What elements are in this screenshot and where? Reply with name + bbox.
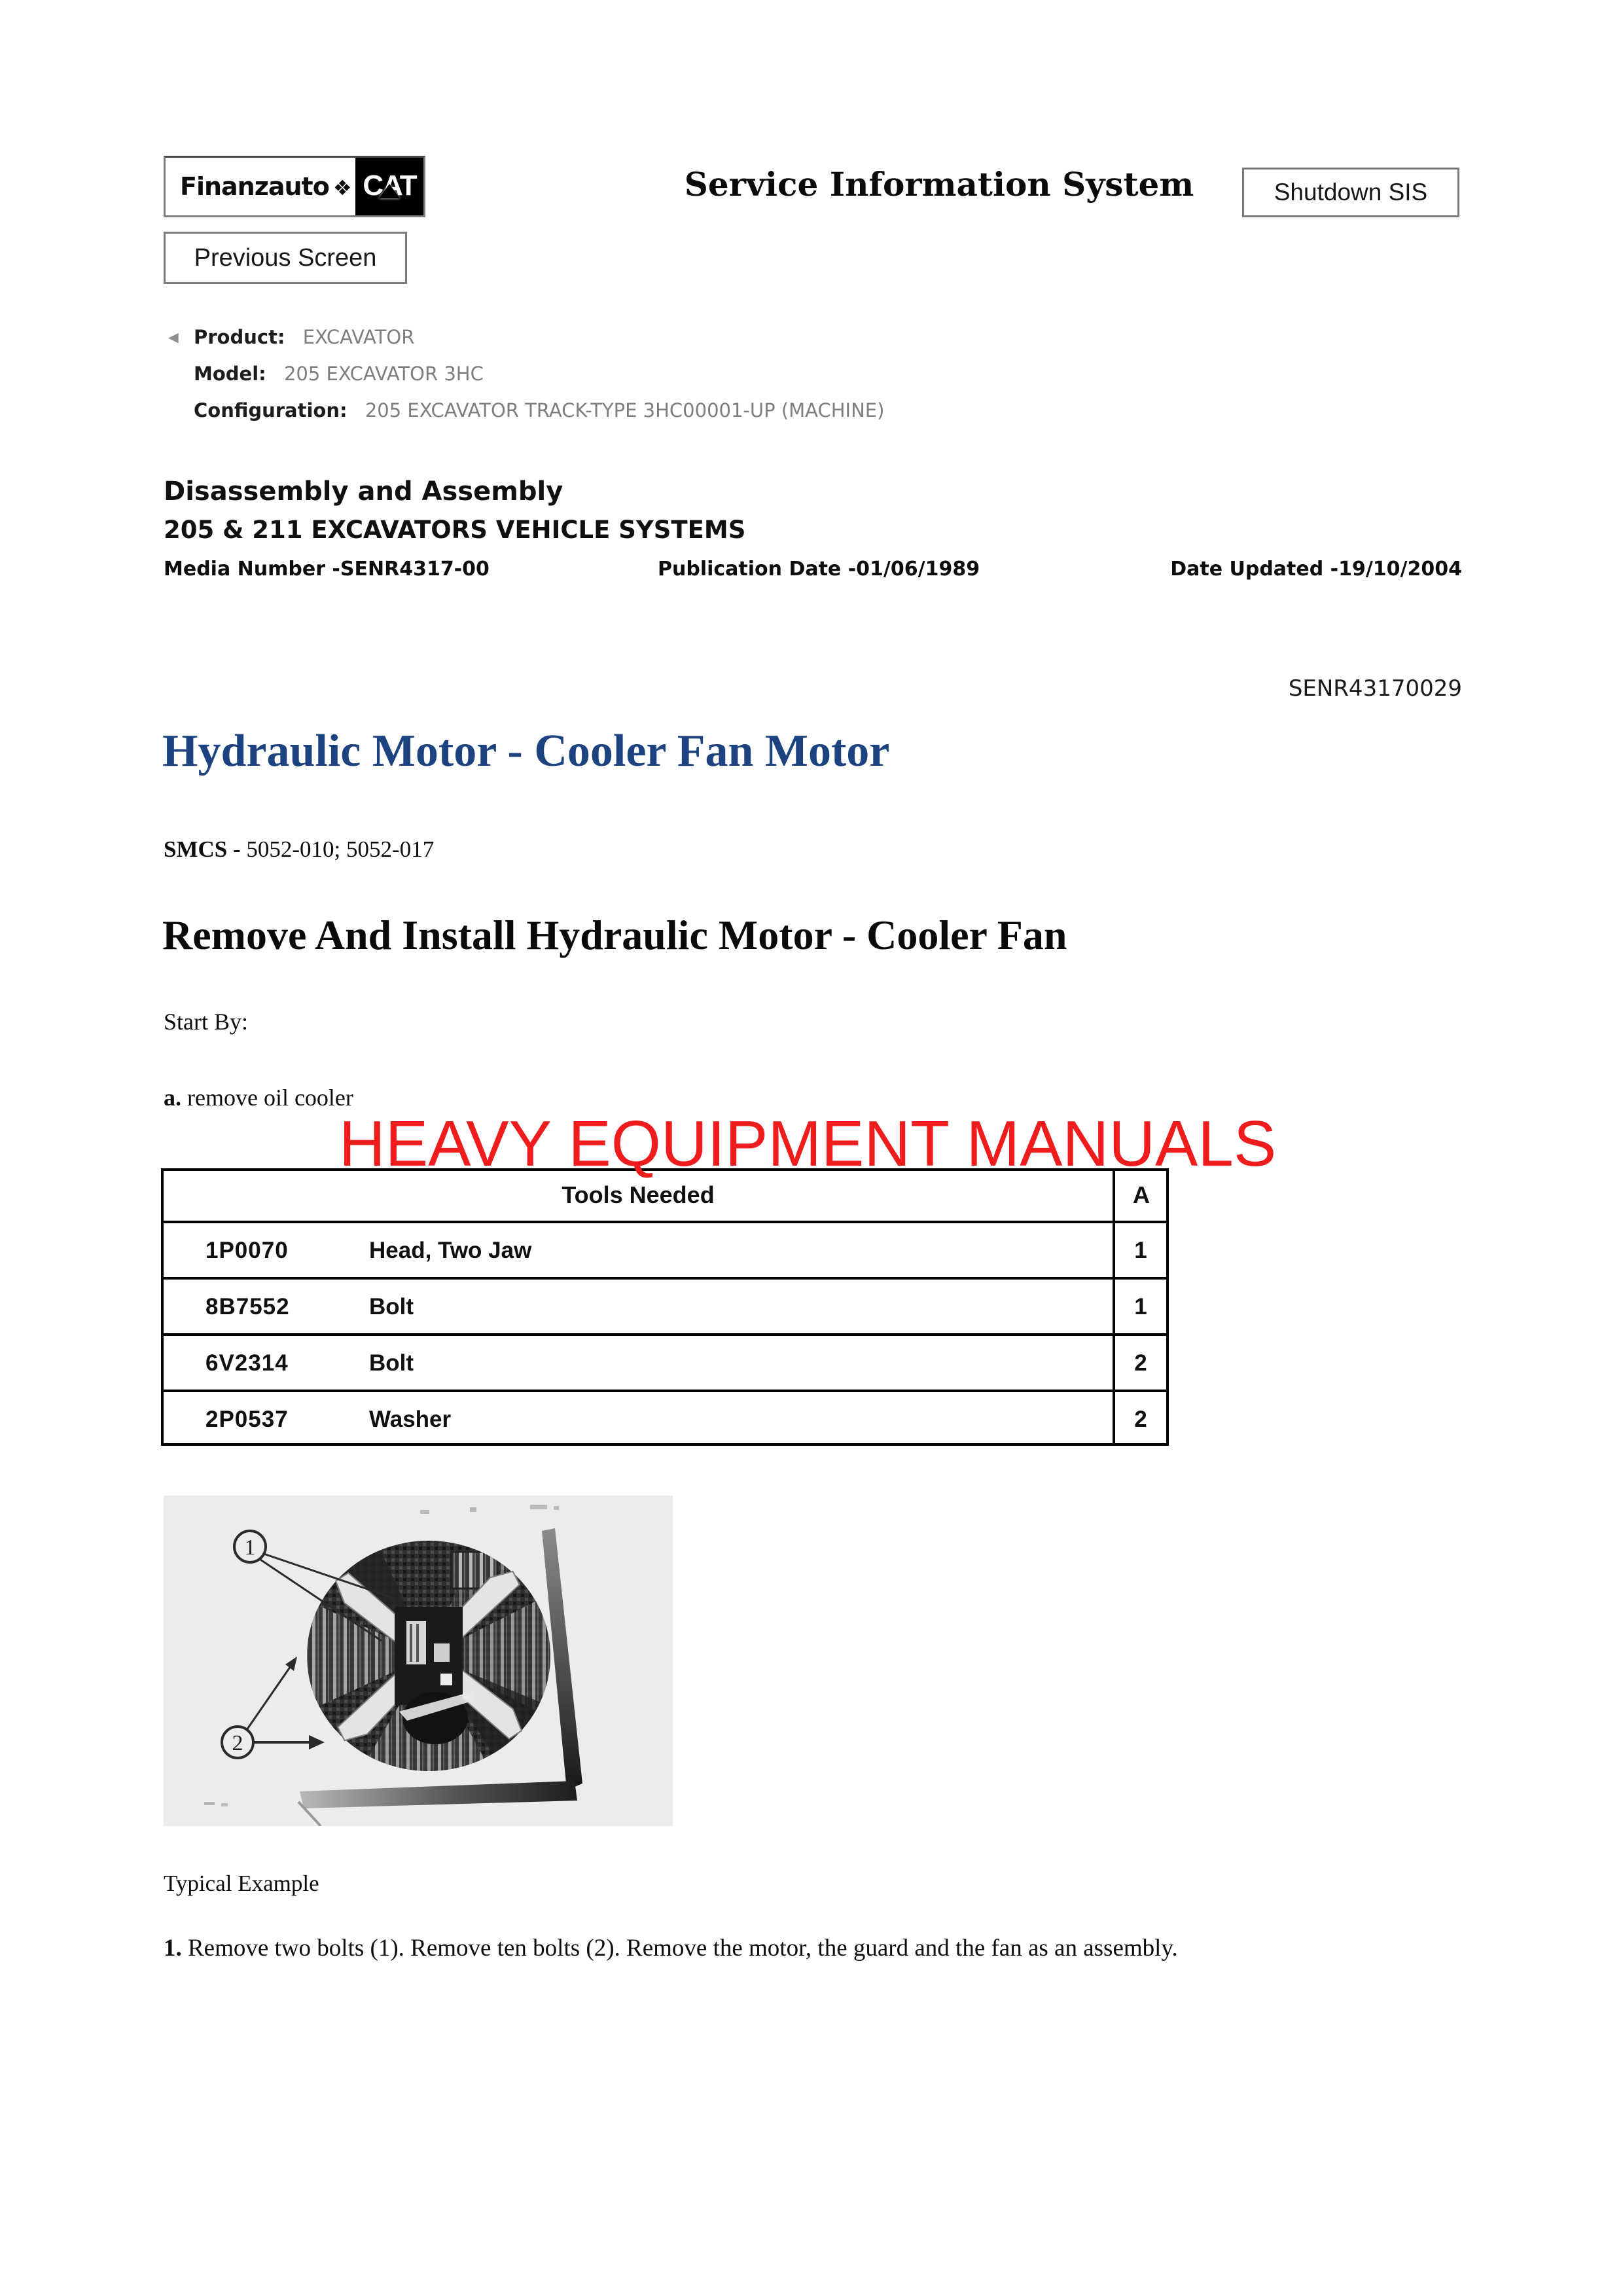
part-name: Bolt	[369, 1294, 414, 1319]
figure-caption: Typical Example	[164, 1871, 319, 1896]
finanzauto-wordmark	[180, 172, 351, 201]
publication-date: Publication Date -01/06/1989	[658, 558, 980, 581]
finanzauto-diamond-icon: ❖	[332, 175, 351, 200]
start-by-text: Start By:	[164, 1009, 249, 1035]
breadcrumb-product-row	[194, 326, 414, 348]
shutdown-sis-button[interactable]: Shutdown SIS	[1242, 168, 1459, 217]
table-row	[164, 1336, 1166, 1392]
table-row	[164, 1280, 1166, 1336]
table-row	[164, 1223, 1166, 1280]
part-number: 6V2314	[205, 1350, 289, 1376]
table-row	[164, 1392, 1166, 1446]
step-a	[164, 1084, 353, 1111]
part-qty: 1	[1134, 1294, 1147, 1319]
part-name: Head, Two Jaw	[369, 1238, 532, 1263]
breadcrumb-model-row	[194, 363, 484, 385]
breadcrumb-configuration-row	[194, 399, 884, 422]
smcs-value: 5052-010; 5052-017	[240, 836, 435, 862]
smcs-label: SMCS -	[164, 836, 241, 862]
finanzauto-cat-logo[interactable]	[164, 156, 425, 217]
page-title: Hydraulic Motor - Cooler Fan Motor	[162, 726, 890, 776]
cooler-fan-illustration	[164, 1496, 673, 1826]
previous-screen-button[interactable]: Previous Screen	[164, 232, 407, 284]
section-subtitle: 205 & 211 EXCAVATORS VEHICLE SYSTEMS	[164, 516, 746, 544]
product-label: Product:	[194, 326, 285, 348]
step-a-label: a.	[164, 1085, 181, 1111]
smcs-line	[164, 836, 434, 863]
back-arrow-icon[interactable]: ◄	[165, 327, 182, 347]
part-name: Washer	[369, 1407, 452, 1432]
date-updated: Date Updated -19/10/2004	[1170, 558, 1462, 581]
configuration-label: Configuration:	[194, 399, 348, 422]
part-name: Bolt	[369, 1350, 414, 1376]
part-qty: 2	[1134, 1407, 1147, 1432]
media-info-line	[164, 558, 1462, 584]
part-qty: 1	[1134, 1238, 1147, 1263]
product-value: EXCAVATOR	[302, 326, 415, 348]
step-a-text: remove oil cooler	[181, 1085, 353, 1111]
step-1-text: Remove two bolts (1). Remove ten bolts (2). Remove the motor, the guard and the fan as an assembly.	[181, 1935, 1178, 1962]
callout-1-number: 1	[244, 1535, 256, 1560]
configuration-value: 205 EXCAVATOR TRACK-TYPE 3HC00001-UP (MACHINE)	[365, 399, 885, 422]
tools-needed-table	[161, 1168, 1169, 1446]
step-1-label: 1.	[164, 1935, 182, 1962]
step-1-paragraph	[164, 1929, 1427, 1967]
part-number: 1P0070	[205, 1238, 289, 1263]
app-title: Service Information System	[684, 165, 1194, 204]
section-title: Disassembly and Assembly	[164, 476, 563, 507]
part-number: 2P0537	[205, 1407, 289, 1432]
cat-logo	[355, 158, 423, 215]
cat-triangle-icon	[379, 184, 400, 198]
callout-2-number: 2	[232, 1731, 243, 1755]
watermark-text: HEAVY EQUIPMENT MANUALS	[339, 1107, 1277, 1179]
media-number: Media Number -SENR4317-00	[164, 558, 490, 581]
cooler-fan-figure	[164, 1496, 673, 1826]
procedure-title: Remove And Install Hydraulic Motor - Cooler Fan	[162, 912, 1067, 958]
part-number: 8B7552	[205, 1294, 290, 1319]
model-value: 205 EXCAVATOR 3HC	[283, 363, 484, 385]
finanzauto-text: Finanzauto	[180, 172, 329, 201]
cat-logo-text: CAT	[363, 170, 416, 202]
model-label: Model:	[194, 363, 266, 385]
tools-table-header: Tools Needed	[562, 1181, 715, 1208]
tools-table-qty-header: A	[1133, 1181, 1150, 1208]
part-qty: 2	[1134, 1350, 1147, 1376]
document-code: SENR43170029	[1288, 675, 1462, 702]
